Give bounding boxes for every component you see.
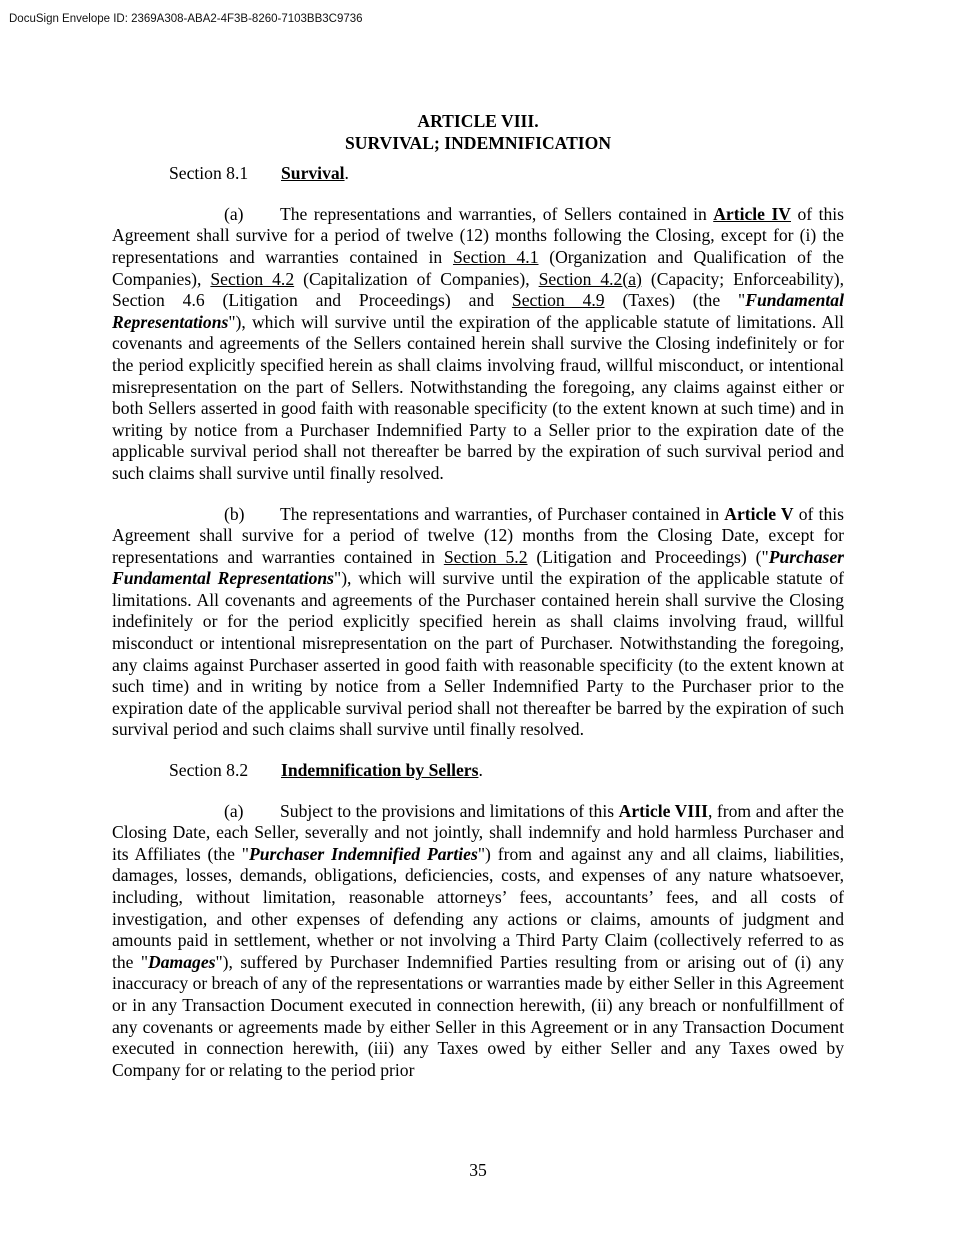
section-8-1-heading: Section 8.1 Survival. xyxy=(169,163,349,184)
section-title: Indemnification by Sellers xyxy=(281,760,479,781)
article-number: ARTICLE VIII. xyxy=(417,111,539,131)
paragraph-8-2-a: (a) Subject to the provisions and limitations of this Article VIII, from and after the Closing Date, each Seller, severally and not jointly, shall indemnify and hold harmless Purchaser and its Affiliates (the "Purchaser Indemnified Parties") from and against any and all claims, liabilities, damages, losses, demands, obligations, deficiencies, costs, and expenses of any nature whatsoever, including, without limitation, reasonable attorneys’ fees, accountants’ fees, and all costs of investigation, and other expenses of defending any actions or claims, amounts of judgment and amounts paid in settlement, whether or not involving a Third Party Claim (collectively referred to as the "Damages"), suffered by Purchaser Indemnified Parties resulting from or arising out of (i) any inaccuracy or breach of any of the representations or warranties made by either Seller in this Agreement or in any Transaction Document executed in connection herewith, (ii) any breach or nonfulfillment of any covenants or agreements made by either Seller in this Agreement or in any Transaction Document executed in connection herewith, (iii) any Taxes owed by either Seller and any Taxes owed by Company for or relating to the period prior xyxy=(112,800,844,1080)
paragraph-8-1-b: (b) The representations and warranties, of Purchaser contained in Article V of this Agreement shall survive for a period of twelve (12) months from the Closing Date, except for representations and warranties contained in Section 5.2 (Litigation and Proceedings) ("Purchaser Fundamental Representations"), which will survive until the expiration of the applicable statute of limitations. All covenants and agreements of the Purchaser contained herein shall survive the Closing indefinitely or for the period explicitly specified herein as shall claims involving fraud, willful misconduct or intentional misrepresentation on the part of Purchaser. Notwithstanding the foregoing, any claims against Purchaser asserted in good faith with reasonable specificity (to the extent known at such time) and in writing by notice from a Seller Indemnified Party to the Purchaser prior to the expiration date of the applicable survival period shall not thereafter be barred by the expiration of such survival period and such claims shall survive until finally resolved. xyxy=(112,503,844,740)
defined-term: Purchaser Indemnified Parties xyxy=(248,843,478,864)
defined-term: Damages xyxy=(148,951,216,972)
section-4-1-reference: Section 4.1 xyxy=(452,246,539,267)
paragraph-label: (a) xyxy=(224,203,244,224)
section-title: Survival xyxy=(281,163,345,184)
docusign-envelope-id: DocuSign Envelope ID: 2369A308-ABA2-4F3B-8260-7103BB3C9736 xyxy=(9,13,363,25)
section-4-2-reference: Section 4.2 xyxy=(210,268,295,289)
article-v-reference: Article V xyxy=(724,503,794,524)
section-4-9-reference: Section 4.9 xyxy=(511,290,605,311)
page-number: 35 xyxy=(469,1160,487,1180)
paragraph-label: (b) xyxy=(224,503,245,524)
paragraph-label: (a) xyxy=(224,800,244,821)
section-4-2a-reference: Section 4.2(a) xyxy=(538,268,642,289)
article-iv-reference: Article IV xyxy=(713,203,791,224)
article-viii-reference: Article VIII xyxy=(618,800,708,821)
section-number: Section 8.1 xyxy=(169,163,249,184)
section-5-2-reference: Section 5.2 xyxy=(443,546,528,567)
defined-term: Purchaser Fundamental Representations xyxy=(112,546,844,589)
paragraph-8-1-a: (a) The representations and warranties, of Sellers contained in Article IV of this Agreement shall survive for a period of twelve (12) months following the Closing, except for (i) the representations and warranties contained in Section 4.1 (Organization and Qualification of the Companies), Section 4.2 (Capitalization of Companies), Section 4.2(a) (Capacity; Enforceability), Section 4.6 (Litigation and Proceedings) and Section 4.9 (Taxes) (the "Fundamental Representations"), which will survive until the expiration of the applicable statute of limitations. All covenants and agreements of the Sellers contained herein shall survive the Closing indefinitely or for the period explicitly specified herein as shall claims involving fraud, willful misconduct, or intentional misrepresentation on the part of Sellers. Notwithstanding the foregoing, any claims against either or both Sellers asserted in good faith with reasonable specificity (to the extent known at such time) and in writing by notice from a Purchaser Indemnified Party to a Seller prior to the expiration date of the applicable survival period shall not thereafter be barred by the expiration of such survival period and such claims shall survive until finally resolved. xyxy=(112,203,844,483)
defined-term: Fundamental Representations xyxy=(112,290,844,332)
section-number: Section 8.2 xyxy=(169,760,249,781)
article-title: SURVIVAL; INDEMNIFICATION xyxy=(344,132,612,153)
section-8-2-heading: Section 8.2 Indemnification by Sellers. xyxy=(169,760,483,781)
document-page xyxy=(112,111,844,1081)
